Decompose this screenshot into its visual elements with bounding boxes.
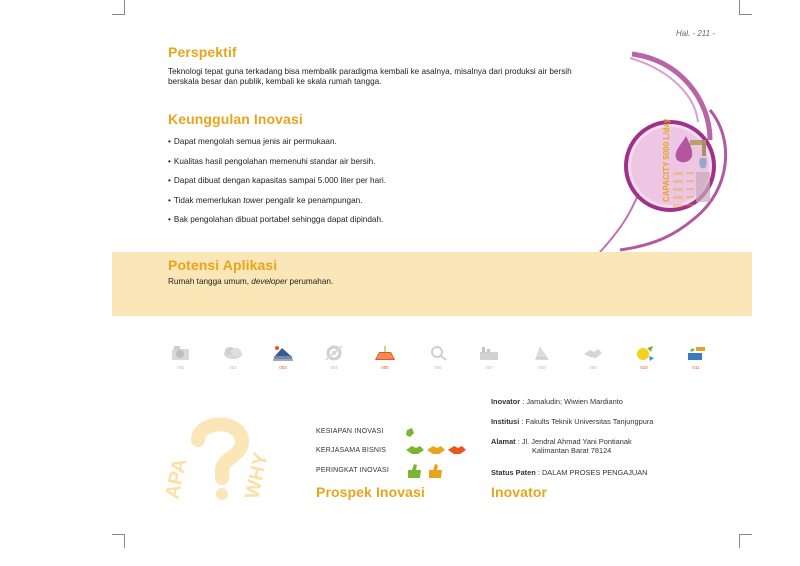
crop-mark-tr-v — [739, 0, 740, 14]
sector-number: 009 — [589, 365, 597, 370]
crop-mark-tr-h — [739, 14, 752, 15]
perspektif-title: Perspektif — [168, 44, 237, 60]
sector-number: 007 — [485, 365, 493, 370]
solar-panel-icon — [272, 344, 294, 370]
prospek-rating-icons — [404, 424, 474, 484]
alamat-row: Alamat : Jl. Jendral Ahmad Yani Pontianak — [491, 437, 632, 446]
keunggulan-title: Keunggulan Inovasi — [168, 111, 303, 127]
kerjasama-handshake-icon — [406, 446, 424, 454]
crop-mark-tl-h — [112, 14, 125, 15]
kesiapan-hand-icon — [406, 428, 414, 437]
inovator-row: Inovator : Jamaludin; Wiwien Mardianto — [491, 397, 623, 406]
peringkat-thumb-icon — [429, 464, 442, 478]
sector-number: 002 — [229, 365, 237, 370]
side-word-apa: APA — [161, 456, 192, 502]
prospek-title: Prospek Inovasi — [316, 484, 425, 500]
sector-number: 005 — [381, 365, 389, 370]
gear-icon — [323, 344, 345, 370]
capacity-scale-2000: 2000 — [673, 179, 684, 184]
capacity-scale-1000: 1000 — [673, 171, 684, 176]
capacity-label: CAPACITY 5000 L/day — [662, 118, 671, 202]
status-row: Status Paten : DALAM PROSES PENGAJUAN — [491, 468, 648, 477]
magnifier-icon — [427, 344, 449, 370]
potensi-text: Rumah tangga umum, developer perumahan. — [168, 277, 334, 286]
sector-number: 010 — [640, 365, 648, 370]
sector-number: 006 — [434, 365, 442, 370]
peringkat-thumb-icon — [408, 464, 421, 478]
capacity-scale-3000: 3000 — [673, 187, 684, 192]
kerjasama-handshake-icon — [427, 446, 445, 454]
camera-icon — [170, 344, 192, 370]
list-item: • Kualitas hasil pengolahan memenuhi standar air bersih. — [168, 156, 376, 166]
sector-number: 003 — [279, 365, 287, 370]
perspektif-line-2: berskala besar dan publik, kembali ke skala rumah tangga. — [168, 77, 382, 86]
inovator-title: Inovator — [491, 484, 548, 500]
sector-number: 008 — [538, 365, 546, 370]
sector-icons-row — [168, 344, 718, 374]
handshake-icon — [582, 344, 604, 370]
alamat-line-2: Kalimantan Barat 78124 — [532, 446, 612, 455]
kesiapan-label: KESIAPAN INOVASI — [316, 428, 384, 435]
crop-mark-br-v — [739, 534, 740, 548]
kerjasama-handshake-icon — [448, 446, 466, 454]
list-item: • Bak pengolahan dibuat portabel sehingga dapat dipindah. — [168, 215, 384, 225]
page-number: Hal. - 211 - — [676, 29, 715, 38]
crop-mark-br-h — [739, 534, 752, 535]
list-item: • Dapat dibuat dengan kapasitas sampai 5.000 liter per hari. — [168, 176, 386, 186]
field-icon — [374, 344, 396, 370]
factory-icon — [478, 344, 500, 370]
perspektif-text — [168, 67, 572, 87]
document-icon — [531, 344, 553, 370]
crop-mark-bl-v — [124, 534, 125, 548]
sector-number: 011 — [692, 365, 700, 370]
crop-mark-tl-v — [124, 0, 125, 14]
cloud-icon — [222, 344, 244, 370]
capacity-scale-4000: 4000 — [673, 195, 684, 200]
water-tap-icon — [685, 344, 707, 370]
institusi-row: Institusi : Fakults Teknik Universitas Tanjungpura — [491, 417, 654, 426]
keunggulan-list — [168, 137, 386, 235]
capacity-scale-5000: 5000 — [673, 203, 684, 208]
perspektif-line-1: Teknologi tepat guna terkadang bisa membalik paradigma kembali ke asalnya, misalnya dari produksi air bersih — [168, 67, 572, 76]
sector-number: 001 — [177, 365, 185, 370]
potensi-title: Potensi Aplikasi — [168, 257, 278, 273]
sector-number: 004 — [330, 365, 338, 370]
peringkat-label: PERINGKAT INOVASI — [316, 467, 390, 474]
list-item: • Tidak memerlukan tower pengalir ke penampungan. — [168, 195, 363, 205]
list-item: • Dapat mengolah semua jenis air permukaan. — [168, 137, 337, 146]
kerjasama-label: KERJASAMA BISNIS — [316, 447, 387, 454]
capacity-illustration — [560, 40, 760, 270]
side-word-why: WHY — [241, 450, 273, 502]
recycle-icon — [633, 344, 655, 370]
question-mark-logo — [160, 412, 280, 502]
